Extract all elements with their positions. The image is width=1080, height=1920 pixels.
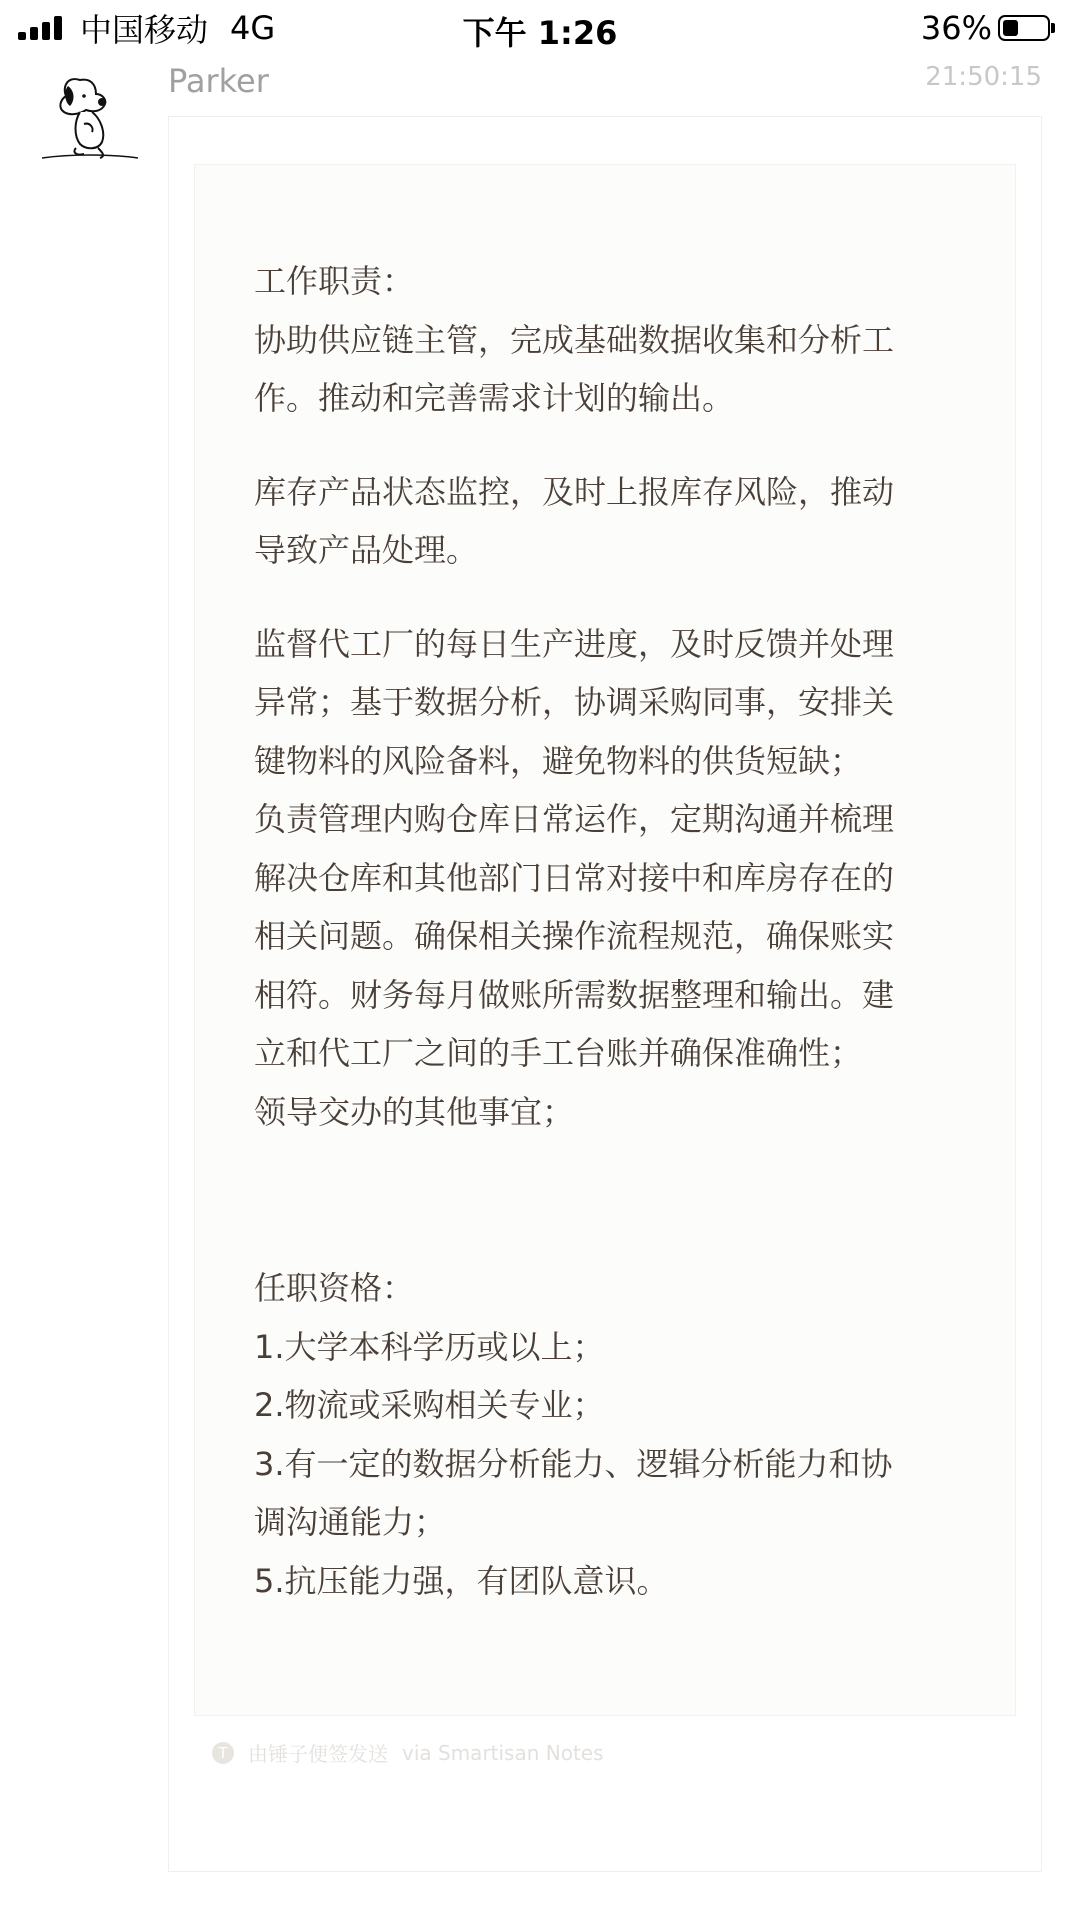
note-line: 监督代工厂的每日生产进度，及时反馈并处理 [254,624,895,663]
battery-fill [1003,20,1018,36]
status-bar [0,0,1080,56]
note-line: 调沟通能力； [254,1503,447,1541]
note-line: 库存产品状态监控，及时上报库存风险，推动 [254,472,895,511]
carrier-name: 中国移动 [80,11,209,49]
note-line: 任职资格： [254,1269,415,1307]
sent-via-footer [212,1738,604,1767]
note-line: 2.物流或采购相关专业； [254,1386,605,1424]
sent-via-en: via Smartisan Notes [402,1740,604,1765]
status-time: 下午 1:26 [462,14,618,52]
note-line: 领导交办的其他事宜； [254,1092,575,1131]
note-line: 3.有一定的数据分析能力、逻辑分析能力和协 [254,1444,893,1483]
note-line: 立和代工厂之间的手工台账并确保准确性； [254,1034,863,1072]
sent-via-cn: 由锤子便签发送 [248,1742,388,1766]
note-line: 作。推动和完善需求计划的输出。 [254,379,735,417]
note-line: 协助供应链主管，完成基础数据收集和分析工 [254,320,895,359]
snoopy-avatar-icon[interactable] [40,72,140,164]
note-line: 1.大学本科学历或以上； [254,1327,605,1366]
network-type: 4G [230,9,276,47]
note-text [254,252,964,1610]
sender-name: Parker [168,62,269,100]
message-time: 21:50:15 [925,62,1042,92]
note-line: 相符。财务每月做账所需数据整理和输出。建 [254,975,895,1014]
note-line: 工作职责： [254,262,415,300]
note-line: 负责管理内购仓库日常运作，定期沟通并梳理 [254,800,895,838]
note-line: 5.抗压能力强，有团队意识。 [254,1561,669,1600]
note-line: 解决仓库和其他部门日常对接中和库房存在的 [254,858,895,897]
battery-percent: 36% [920,9,992,47]
note-line: 异常；基于数据分析，协调采购同事，安排关 [254,683,895,721]
note-line: 导致产品处理。 [254,531,479,569]
note-line: 键物料的风险备料，避免物料的供货短缺； [254,741,863,780]
battery-icon [998,15,1050,41]
smartisan-logo-icon: T [212,1742,234,1764]
note-line: 相关问题。确保相关操作流程规范，确保账实 [254,917,895,955]
